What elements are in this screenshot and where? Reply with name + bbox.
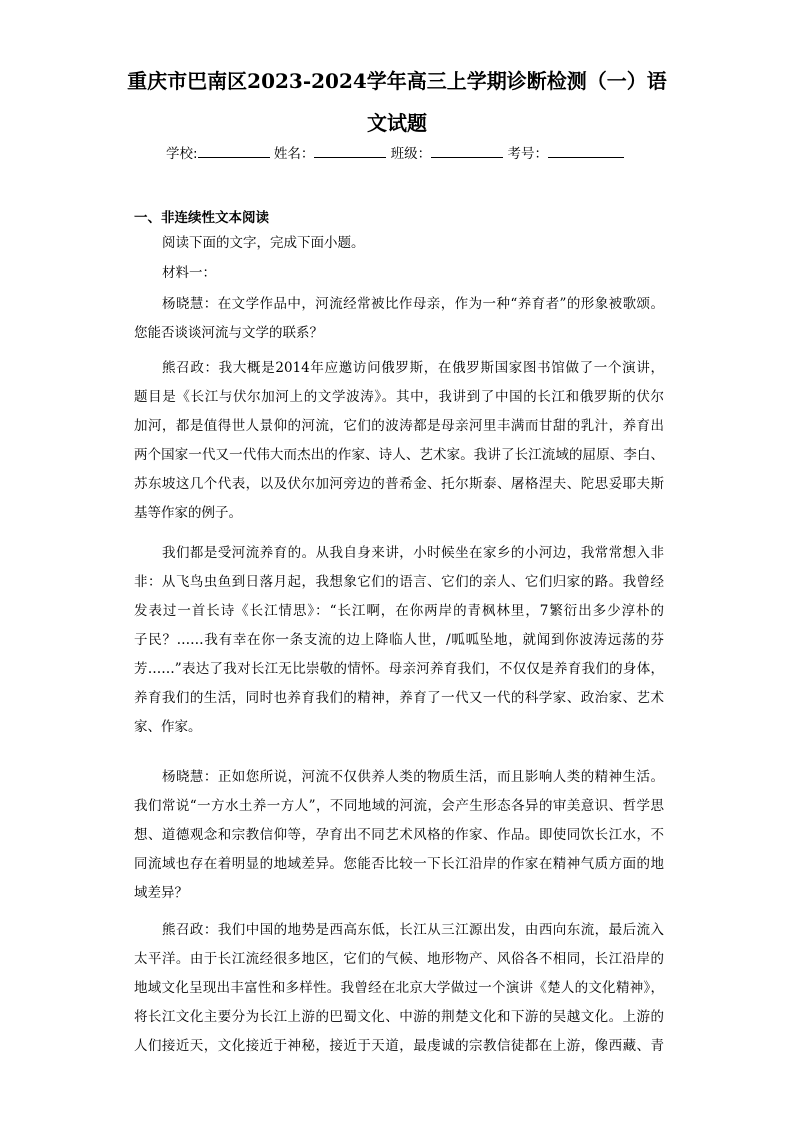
text-line: 题目是《长江与伏尔加河上的文学波涛》。其中，我讲到了中国的长江和俄罗斯的伏尔 xyxy=(134,389,664,405)
text-line: 杨晓慧：正如您所说，河流不仅供养人类的物质生活，而且影响人类的精神生活。 xyxy=(162,769,664,785)
student-info-row xyxy=(166,144,624,164)
text-line: 人们接近天，文化接近于神秘，接近于天道，最虔诚的宗教信徒都在上游，像西藏、青 xyxy=(134,1038,664,1054)
text-line: 熊召政：我大概是2014年应邀访问俄罗斯，在俄罗斯国家图书馆做了一个演讲， xyxy=(162,360,664,376)
school-label: 学校: xyxy=(166,146,198,162)
paragraph-1 xyxy=(134,290,664,348)
text-line: 子民？……我有幸在你一条支流的边上降临人世，/呱呱坠地，就闻到你波涛远荡的芬 xyxy=(134,632,664,648)
text-line: 熊召政：我们中国的地势是西高东低，长江从三江源出发，由西向东流，最后流入 xyxy=(162,922,664,938)
material-label: 材料一： xyxy=(162,265,216,281)
exam-number-blank[interactable] xyxy=(548,156,624,158)
text-line: 我们都是受河流养育的。从我自身来讲，小时候坐在家乡的小河边，我常常想入非 xyxy=(162,545,664,561)
text-line: 同流域也存在着明显的地域差异。您能否比较一下长江沿岸的作家在精神气质方面的地 xyxy=(134,856,664,872)
text-line: 发表过一首长诗《长江情思》：“长江啊，在你两岸的青枫林里，7繁衍出多少淳朴的 xyxy=(134,603,664,619)
text-line: 两个国家一代又一代伟大而杰出的作家、诗人、艺术家。我讲了长江流域的屈原、李白、 xyxy=(134,447,664,463)
text-line: 家、作家。 xyxy=(134,719,202,735)
text-line: 养育我们的生活，同时也养育我们的精神，养育了一代又一代的科学家、政治家、艺术 xyxy=(134,690,664,706)
text-line: 基等作家的例子。 xyxy=(134,505,242,521)
text-line: 太平洋。由于长江流经很多地区，它们的气候、地形物产、风俗各不相同，长江沿岸的 xyxy=(134,951,664,967)
text-line: 杨晓慧：在文学作品中，河流经常被比作母亲，作为一种“养育者”的形象被歌颂。 xyxy=(162,296,664,312)
name-blank[interactable] xyxy=(314,156,386,158)
text-line: 苏东坡这几个代表，以及伏尔加河旁边的普希金、托尔斯泰、屠格涅夫、陀思妥耶夫斯 xyxy=(134,476,664,492)
class-blank[interactable] xyxy=(431,156,503,158)
exam-number-label: 考号： xyxy=(507,146,548,162)
text-line: 我们常说“一方水土养一方人”，不同地域的河流，会产生形态各异的审美意识、哲学思 xyxy=(134,798,664,814)
reading-instruction: 阅读下面的文字，完成下面小题。 xyxy=(162,235,365,251)
paragraph-2 xyxy=(134,354,664,528)
paragraph-4 xyxy=(134,763,664,908)
class-label: 班级： xyxy=(390,146,432,162)
school-blank[interactable] xyxy=(198,156,270,158)
text-line: 域差异？ xyxy=(134,885,188,901)
document-title-line-2: 文试题 xyxy=(367,111,427,135)
text-line: 加河，都是值得世人景仰的河流，它们的波涛都是母亲河里丰满而甘甜的乳汁，养育出 xyxy=(134,418,664,434)
text-line: 您能否谈谈河流与文学的联系？ xyxy=(134,325,323,341)
document-title-line-1: 重庆市巴南区2023-2024学年高三上学期诊断检测（一）语 xyxy=(127,69,667,93)
paragraph-3 xyxy=(134,539,664,742)
text-line: 将长江文化主要分为长江上游的巴蜀文化、中游的荆楚文化和下游的吴越文化。上游的 xyxy=(134,1009,664,1025)
text-line: 芳……”表达了我对长江无比崇敬的情怀。母亲河养育我们，不仅仅是养育我们的身体， xyxy=(134,661,664,677)
name-label: 姓名： xyxy=(273,146,315,162)
paragraph-5 xyxy=(134,916,664,1061)
text-line: 想、道德观念和宗教信仰等，孕育出不同艺术风格的作家、作品。即使同饮长江水，不 xyxy=(134,827,664,843)
text-line: 非：从飞鸟虫鱼到日落月起，我想象它们的语言、它们的亲人、它们归家的路。我曾经 xyxy=(134,574,664,590)
section-heading: 一、非连续性文本阅读 xyxy=(134,210,269,226)
text-line: 地域文化呈现出丰富性和多样性。我曾经在北京大学做过一个演讲《楚人的文化精神》， xyxy=(134,980,664,996)
